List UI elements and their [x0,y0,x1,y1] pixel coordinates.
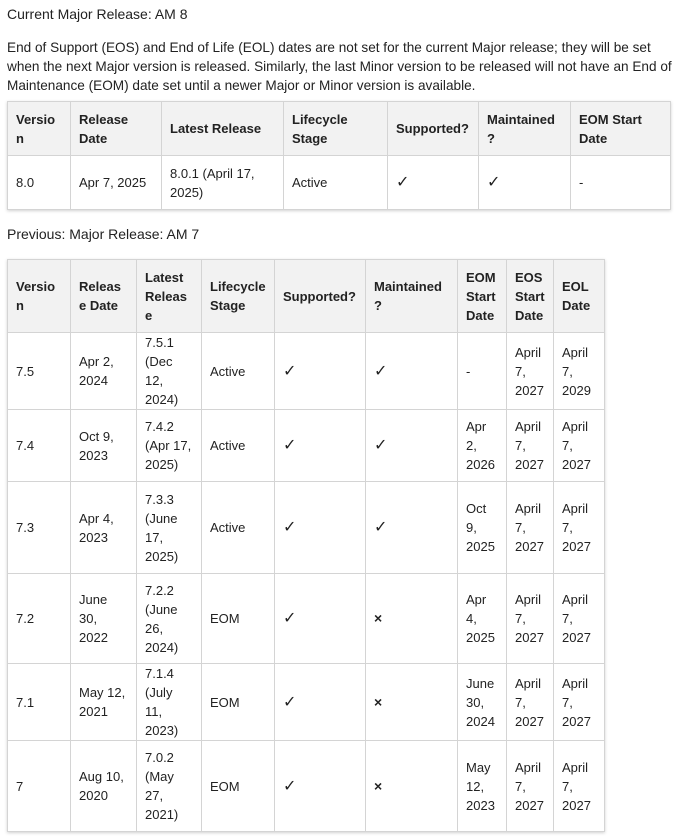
version-cell: 7.2 [8,574,71,664]
lifecycle-stage-cell: Active [284,156,388,210]
latest-release-cell: 7.1.4 (July 11, 2023) [137,664,202,741]
column-header: EOM Start Date [571,102,671,156]
eos-date-cell: April 7, 2027 [507,574,554,664]
eos-date-cell: April 7, 2027 [507,741,554,832]
column-header: Lifecycle Stage [202,260,275,333]
supported-check-icon: ✓ [275,410,366,482]
supported-check-icon: ✓ [275,482,366,574]
column-header: Version [8,260,71,333]
version-cell: 7 [8,741,71,832]
maintained-check-icon: ✓ [366,410,458,482]
table-header-row [8,260,605,333]
current-release-table [7,101,671,210]
version-cell: 7.4 [8,410,71,482]
eol-date-cell: April 7, 2029 [554,333,605,410]
eom-date-cell: Apr 2, 2026 [458,410,507,482]
lifecycle-stage-cell: Active [202,333,275,410]
eol-date-cell: April 7, 2027 [554,741,605,832]
maintained-cross-icon: × [366,741,458,832]
column-header: EOM Start Date [458,260,507,333]
version-cell: 7.3 [8,482,71,574]
eom-date-cell: May 12, 2023 [458,741,507,832]
table-row [8,410,605,482]
release-date-cell: Apr 7, 2025 [71,156,162,210]
release-date-cell: Apr 4, 2023 [71,482,137,574]
release-date-cell: May 12, 2021 [71,664,137,741]
eom-date-cell: Oct 9, 2025 [458,482,507,574]
eol-date-cell: April 7, 2027 [554,574,605,664]
latest-release-cell: 7.3.3 (June 17, 2025) [137,482,202,574]
maintained-check-icon: ✓ [366,482,458,574]
lifecycle-stage-cell: EOM [202,574,275,664]
eom-date-cell: Apr 4, 2025 [458,574,507,664]
supported-check-icon: ✓ [275,664,366,741]
eol-date-cell: April 7, 2027 [554,664,605,741]
latest-release-cell: 7.5.1 (Dec 12, 2024) [137,333,202,410]
column-header: EOL Date [554,260,605,333]
eol-date-cell: April 7, 2027 [554,410,605,482]
eom-date-cell: - [571,156,671,210]
column-header: Supported? [275,260,366,333]
column-header: EOS Start Date [507,260,554,333]
version-cell: 7.1 [8,664,71,741]
column-header: Supported? [388,102,479,156]
supported-check-icon: ✓ [388,156,479,210]
latest-release-cell: 7.0.2 (May 27, 2021) [137,741,202,832]
lifecycle-stage-cell: EOM [202,664,275,741]
column-header: Maintained? [479,102,571,156]
maintained-check-icon: ✓ [479,156,571,210]
latest-release-cell: 7.4.2 (Apr 17, 2025) [137,410,202,482]
current-release-heading: Current Major Release: AM 8 [7,6,188,22]
eos-date-cell: April 7, 2027 [507,664,554,741]
column-header: Release Date [71,102,162,156]
previous-release-table [7,259,605,832]
column-header: Release Date [71,260,137,333]
release-date-cell: Oct 9, 2023 [71,410,137,482]
lifecycle-note: End of Support (EOS) and End of Life (EOL) dates are not set for the current Major release; they will be set when the next Major version is released. Similarly, the last Minor version to be released will not have an End of Maintenance (EOM) date set until a newer Major or Minor version is available. [7,40,672,93]
column-header: Maintained? [366,260,458,333]
column-header: Latest Release [137,260,202,333]
eos-date-cell: April 7, 2027 [507,410,554,482]
eos-date-cell: April 7, 2027 [507,333,554,410]
table-row [8,741,605,832]
release-date-cell: Apr 2, 2024 [71,333,137,410]
release-date-cell: June 30, 2022 [71,574,137,664]
lifecycle-stage-cell: Active [202,410,275,482]
column-header: Version [8,102,71,156]
supported-check-icon: ✓ [275,333,366,410]
version-cell: 7.5 [8,333,71,410]
column-header: Lifecycle Stage [284,102,388,156]
table-row [8,574,605,664]
latest-release-cell: 8.0.1 (April 17, 2025) [162,156,284,210]
lifecycle-stage-cell: Active [202,482,275,574]
supported-check-icon: ✓ [275,741,366,832]
eol-date-cell: April 7, 2027 [554,482,605,574]
version-cell: 8.0 [8,156,71,210]
eos-date-cell: April 7, 2027 [507,482,554,574]
maintained-cross-icon: × [366,664,458,741]
table-row [8,482,605,574]
table-row [8,333,605,410]
release-date-cell: Aug 10, 2020 [71,741,137,832]
latest-release-cell: 7.2.2 (June 26, 2024) [137,574,202,664]
eom-date-cell: June 30, 2024 [458,664,507,741]
lifecycle-stage-cell: EOM [202,741,275,832]
eom-date-cell: - [458,333,507,410]
table-row [8,664,605,741]
maintained-cross-icon: × [366,574,458,664]
maintained-check-icon: ✓ [366,333,458,410]
supported-check-icon: ✓ [275,574,366,664]
table-header-row [8,102,671,156]
table-row [8,156,671,210]
previous-release-heading: Previous: Major Release: AM 7 [7,226,200,242]
column-header: Latest Release [162,102,284,156]
